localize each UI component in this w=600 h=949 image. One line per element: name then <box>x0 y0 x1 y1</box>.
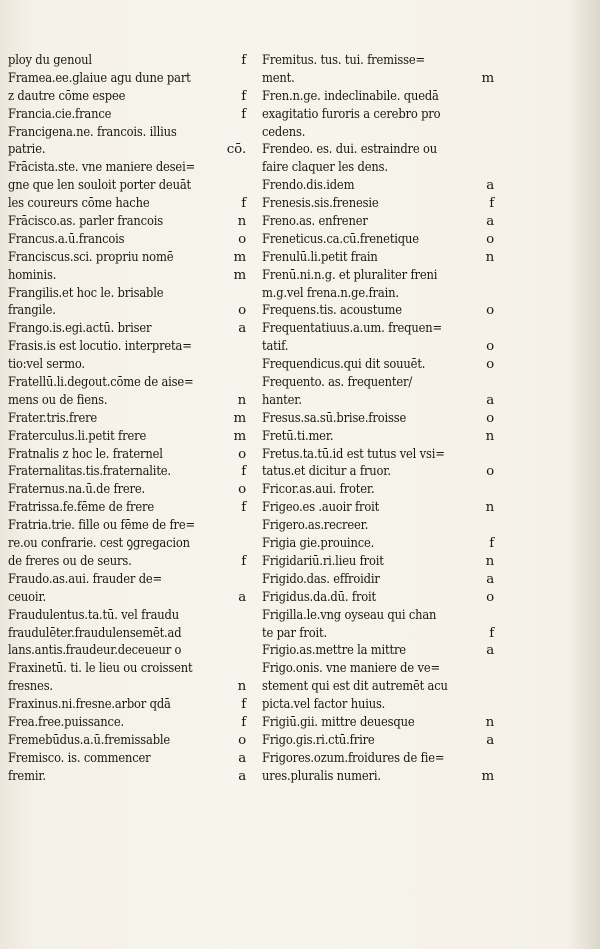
entry-text: fraudulēter.fraudulensemēt.ad <box>8 625 182 641</box>
gender-marker: o <box>486 464 494 480</box>
entry-text: Frenū.ni.n.g. et pluraliter freni <box>262 267 438 283</box>
dictionary-line <box>8 392 248 410</box>
entry-text: Fretū.ti.mer. <box>262 428 334 444</box>
dictionary-line <box>8 356 248 374</box>
entry-text: Frendo.dis.idem <box>262 178 355 194</box>
dictionary-line <box>262 768 496 786</box>
gender-marker: m <box>481 70 494 86</box>
gender-marker: o <box>238 732 246 748</box>
dictionary-line <box>8 625 248 643</box>
gender-marker: f <box>489 536 494 552</box>
entry-text: te par froit. <box>262 625 327 641</box>
entry-text: Fraternus.na.ū.de frere. <box>8 482 146 498</box>
gender-marker: f <box>241 500 246 516</box>
entry-text: Frigo.onis. vne maniere de ve= <box>262 661 440 677</box>
entry-text: Frigidus.da.dū. froit <box>262 589 377 605</box>
gender-marker: o <box>238 231 246 247</box>
entry-text: Fraudo.as.aui. frauder de= <box>8 571 163 587</box>
gender-marker: a <box>486 643 494 659</box>
gender-marker: f <box>241 553 246 569</box>
gender-marker: a <box>238 589 246 605</box>
gender-marker: f <box>489 625 494 641</box>
entry-text: Frigia gie.prouince. <box>262 536 375 552</box>
gender-marker: f <box>241 196 246 212</box>
gender-marker: m <box>233 267 246 283</box>
dictionary-line <box>262 428 496 446</box>
dictionary-line <box>262 249 496 267</box>
dictionary-line <box>262 410 496 428</box>
entry-text: Fratnalis z hoc le. fraternel <box>8 446 163 462</box>
dictionary-line <box>262 141 496 159</box>
entry-text: Frendeo. es. dui. estraindre ou <box>262 142 438 158</box>
dictionary-line <box>8 177 248 195</box>
dictionary-line <box>262 660 496 678</box>
entry-text: m.g.vel frena.n.ge.frain. <box>262 285 399 301</box>
gender-marker: a <box>486 392 494 408</box>
dictionary-line <box>8 535 248 553</box>
dictionary-line <box>8 374 248 392</box>
dictionary-line <box>8 660 248 678</box>
dictionary-line <box>8 732 248 750</box>
dictionary-line <box>8 553 248 571</box>
gender-marker: o <box>238 303 246 319</box>
dictionary-line <box>8 750 248 768</box>
dictionary-line <box>8 320 248 338</box>
entry-text: exagitatio furoris a cerebro pro <box>262 106 441 122</box>
entry-text: Fratrissa.fe.fēme de frere <box>8 500 155 516</box>
gender-marker: cō. <box>226 142 246 158</box>
gender-marker: f <box>241 697 246 713</box>
gender-marker: a <box>486 214 494 230</box>
dictionary-line <box>8 642 248 660</box>
gender-marker: a <box>486 571 494 587</box>
entry-text: Frigores.ozum.froidures de fie= <box>262 750 445 766</box>
entry-text: ploy du genoul <box>8 53 92 68</box>
gender-marker: f <box>241 106 246 122</box>
entry-text: Fremitus. tus. tui. fremisse= <box>262 53 425 68</box>
entry-text: tatif. <box>262 339 289 355</box>
entry-text: ceuoir. <box>8 589 47 605</box>
entry-text: Frācista.ste. vne maniere desei= <box>8 160 196 176</box>
entry-text: ures.pluralis numeri. <box>262 768 381 784</box>
dictionary-line <box>262 285 496 303</box>
entry-text: Fraxinetū. ti. le lieu ou croissent <box>8 661 193 677</box>
gender-marker: o <box>238 482 246 498</box>
entry-text: Frequento. as. frequenter/ <box>262 375 413 391</box>
dictionary-line <box>262 463 496 481</box>
dictionary-line <box>8 589 248 607</box>
dictionary-line <box>8 571 248 589</box>
dictionary-line <box>262 302 496 320</box>
entry-text: Frācisco.as. parler francois <box>8 214 163 230</box>
dictionary-line <box>262 52 496 70</box>
entry-text: de freres ou de seurs. <box>8 553 132 569</box>
entry-text: picta.vel factor huius. <box>262 697 386 713</box>
gender-marker: m <box>233 249 246 265</box>
entry-text: mens ou de fiens. <box>8 392 108 408</box>
entry-text: frangile. <box>8 303 56 319</box>
dictionary-line <box>8 231 248 249</box>
entry-text: Franciscus.sci. propriu nomē <box>8 249 174 265</box>
entry-text: Frangilis.et hoc le. brisable <box>8 285 164 301</box>
dictionary-line <box>8 285 248 303</box>
dictionary-line <box>262 195 496 213</box>
gender-marker: n <box>485 714 494 730</box>
entry-text: Frigio.as.mettre la mittre <box>262 643 406 659</box>
left-column <box>8 52 248 786</box>
dictionary-line <box>8 517 248 535</box>
entry-text: Fraternalitas.tis.fraternalite. <box>8 464 171 480</box>
entry-text: Frigeo.es .auoir froit <box>262 500 380 516</box>
dictionary-line <box>8 302 248 320</box>
dictionary-line <box>262 124 496 142</box>
gender-marker: f <box>241 714 246 730</box>
gender-marker: o <box>486 410 494 426</box>
dictionary-line <box>262 70 496 88</box>
entry-text: Frigero.as.recreer. <box>262 518 369 534</box>
gender-marker: o <box>486 339 494 355</box>
dictionary-line <box>262 338 496 356</box>
right-column <box>262 52 496 786</box>
gender-marker: o <box>486 303 494 319</box>
entry-text: re.ou confrarie. cest ꝯgregacion <box>8 536 190 552</box>
entry-text: fremir. <box>8 768 46 784</box>
entry-text: hominis. <box>8 267 57 283</box>
dictionary-line <box>262 392 496 410</box>
entry-text: Francigena.ne. francois. illius <box>8 124 177 140</box>
gender-marker: o <box>486 357 494 373</box>
dictionary-line <box>8 141 248 159</box>
gender-marker: n <box>237 392 246 408</box>
entry-text: les coureurs cōme hache <box>8 196 150 212</box>
entry-text: gne que len souloit porter deuāt <box>8 178 191 194</box>
dictionary-line <box>262 499 496 517</box>
dictionary-line <box>8 338 248 356</box>
dictionary-line <box>262 213 496 231</box>
dictionary-line <box>262 732 496 750</box>
gender-marker: n <box>485 428 494 444</box>
entry-text: patrie. <box>8 142 46 158</box>
dictionary-line <box>8 607 248 625</box>
gender-marker: f <box>489 196 494 212</box>
entry-text: ment. <box>262 70 295 86</box>
dictionary-line <box>8 106 248 124</box>
entry-text: Freneticus.ca.cū.frenetique <box>262 231 419 247</box>
dictionary-line <box>262 320 496 338</box>
dictionary-line <box>262 553 496 571</box>
dictionary-line <box>262 696 496 714</box>
dictionary-line <box>262 177 496 195</box>
gender-marker: m <box>233 410 246 426</box>
dictionary-line <box>8 410 248 428</box>
dictionary-line <box>8 88 248 106</box>
entry-text: Fratria.trie. fille ou fēme de fre= <box>8 518 195 534</box>
dictionary-line <box>262 625 496 643</box>
entry-text: tio:vel sermo. <box>8 357 85 373</box>
entry-text: Frequentatiuus.a.um. frequen= <box>262 321 442 337</box>
page-edge-shadow <box>570 0 600 949</box>
entry-text: Frigidariū.ri.lieu froit <box>262 553 384 569</box>
dictionary-line <box>262 589 496 607</box>
dictionary-line <box>262 750 496 768</box>
entry-text: Francia.cie.france <box>8 106 112 122</box>
dictionary-line <box>8 70 248 88</box>
dictionary-line <box>262 607 496 625</box>
dictionary-line <box>8 714 248 732</box>
entry-text: Fraterculus.li.petit frere <box>8 428 147 444</box>
gender-marker: o <box>486 589 494 605</box>
entry-text: Frequens.tis. acoustume <box>262 303 402 319</box>
gender-marker: n <box>485 553 494 569</box>
gender-marker: a <box>238 750 246 766</box>
entry-text: Frequendicus.qui dit souuēt. <box>262 357 426 373</box>
dictionary-line <box>262 106 496 124</box>
dictionary-line <box>262 535 496 553</box>
gender-marker: a <box>238 768 246 784</box>
entry-text: Frigo.gis.ri.ctū.frire <box>262 732 375 748</box>
entry-text: Fresus.sa.sū.brise.froisse <box>262 410 407 426</box>
entry-text: Frigilla.le.vng oyseau qui chan <box>262 607 437 623</box>
dictionary-line <box>8 428 248 446</box>
dictionary-line <box>8 696 248 714</box>
gender-marker: a <box>486 732 494 748</box>
gender-marker: f <box>241 88 246 104</box>
dictionary-line <box>8 481 248 499</box>
entry-text: Frea.free.puissance. <box>8 714 124 730</box>
entry-text: Fraudulentus.ta.tū. vel fraudu <box>8 607 179 623</box>
dictionary-line <box>8 124 248 142</box>
dictionary-line <box>8 267 248 285</box>
dictionary-line <box>8 249 248 267</box>
entry-text: Fricor.as.aui. froter. <box>262 482 375 498</box>
entry-text: faire claquer les dens. <box>262 160 388 176</box>
dictionary-line <box>8 463 248 481</box>
gender-marker: o <box>486 231 494 247</box>
dictionary-line <box>8 768 248 786</box>
entry-text: Francus.a.ū.francois <box>8 231 125 247</box>
entry-text: Frigiū.gii. mittre deuesque <box>262 714 415 730</box>
dictionary-line <box>262 517 496 535</box>
dictionary-line <box>8 678 248 696</box>
entry-text: Fren.n.ge. indeclinabile. quedā <box>262 88 439 104</box>
gender-marker: n <box>237 214 246 230</box>
dictionary-line <box>8 499 248 517</box>
gender-marker: n <box>237 679 246 695</box>
dictionary-line <box>262 88 496 106</box>
entry-text: lans.antis.fraudeur.deceueur o <box>8 643 182 659</box>
dictionary-line <box>262 374 496 392</box>
entry-text: z dautre cōme espee <box>8 88 126 104</box>
dictionary-line <box>262 159 496 177</box>
dictionary-line <box>262 267 496 285</box>
entry-text: Frigido.das. effroidir <box>262 571 380 587</box>
dictionary-line <box>262 571 496 589</box>
gender-marker: n <box>485 500 494 516</box>
entry-text: Frango.is.egi.actū. briser <box>8 321 152 337</box>
entry-text: Fratellū.li.degout.cōme de aise= <box>8 375 194 391</box>
gender-marker: m <box>233 428 246 444</box>
dictionary-line <box>262 356 496 374</box>
entry-text: tatus.et dicitur a fruor. <box>262 464 391 480</box>
dictionary-line <box>262 231 496 249</box>
entry-text: cedens. <box>262 124 306 140</box>
entry-text: stement qui est dit autremēt acu <box>262 679 448 695</box>
entry-text: Fremebūdus.a.ū.fremissable <box>8 732 171 748</box>
gender-marker: o <box>238 446 246 462</box>
gender-marker: f <box>241 53 246 68</box>
dictionary-line <box>8 159 248 177</box>
gender-marker: f <box>241 464 246 480</box>
gender-marker: a <box>238 321 246 337</box>
entry-text: Freno.as. enfrener <box>262 214 368 230</box>
entry-text: Frater.tris.frere <box>8 410 98 426</box>
entry-text: Frenesis.sis.frenesie <box>262 196 379 212</box>
gender-marker: m <box>481 768 494 784</box>
dictionary-line <box>8 213 248 231</box>
gender-marker: n <box>485 249 494 265</box>
dictionary-line <box>262 481 496 499</box>
dictionary-line <box>262 642 496 660</box>
entry-text: Fretus.ta.tū.id est tutus vel vsi= <box>262 446 445 462</box>
gender-marker: a <box>486 178 494 194</box>
dictionary-line <box>8 195 248 213</box>
entry-text: Frenulū.li.petit frain <box>262 249 378 265</box>
dictionary-line <box>262 678 496 696</box>
entry-text: Framea.ee.glaiue agu dune part <box>8 70 191 86</box>
entry-text: Fraxinus.ni.fresne.arbor qdā <box>8 697 171 713</box>
dictionary-line <box>262 714 496 732</box>
dictionary-line <box>262 446 496 464</box>
dictionary-line <box>8 52 248 70</box>
entry-text: hanter. <box>262 392 302 408</box>
entry-text: fresnes. <box>8 679 53 695</box>
dictionary-line <box>8 446 248 464</box>
entry-text: Frasis.is est locutio. interpreta= <box>8 339 192 355</box>
entry-text: Fremisco. is. commencer <box>8 750 151 766</box>
